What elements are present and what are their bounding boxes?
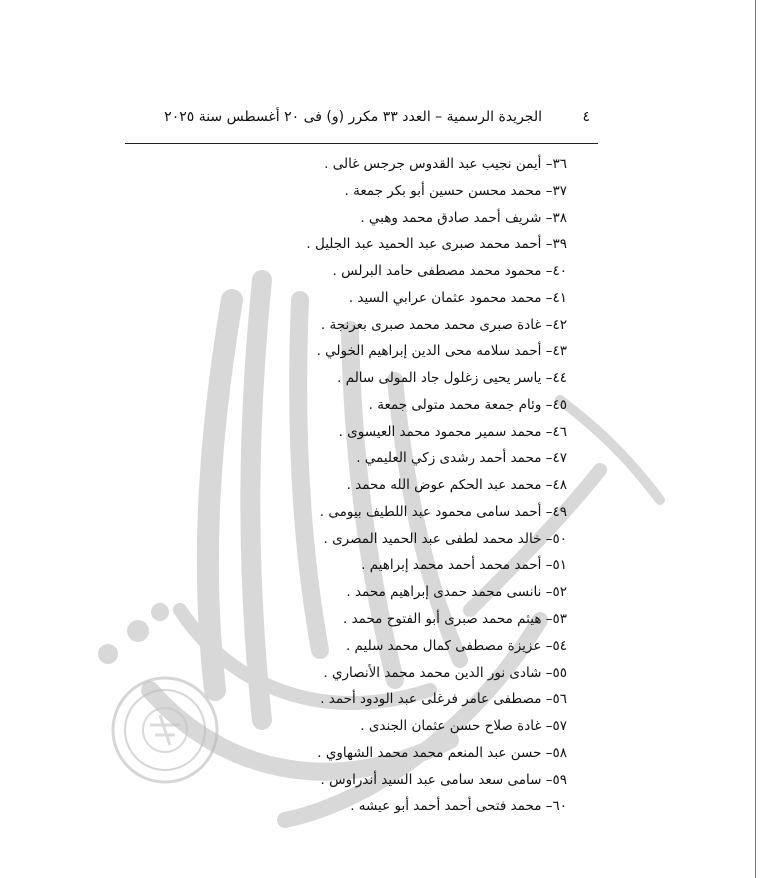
item-name: أحمد سامى محمود عبد اللطيف بيومى . (319, 503, 542, 520)
item-name: أحمد سلامه محى الدين إبراهيم الخولي . (316, 343, 542, 360)
watermark-stroke (560, 400, 660, 500)
item-number: ٤٦– (545, 423, 567, 440)
list-item (207, 258, 567, 285)
list-item (207, 312, 567, 339)
item-number: ٥٦– (545, 691, 567, 708)
list-item (207, 660, 567, 687)
item-name: ياسر يحيى زغلول جاد المولى سالم . (337, 370, 542, 387)
list-item (207, 365, 567, 392)
item-name: شريف أحمد صادق محمد وهبي . (360, 209, 542, 226)
page-number: ٤ (582, 109, 590, 125)
item-name: محمود محمد مصطفى حامد البرلس . (332, 263, 542, 280)
watermark-dot (151, 603, 169, 621)
item-number: ٥١– (545, 557, 567, 574)
item-name: سامى سعد سامى عبد السيد أندراوس . (320, 771, 542, 788)
item-number: ٥٢– (545, 584, 567, 601)
item-number: ٥٣– (545, 611, 567, 628)
page-header (164, 109, 590, 131)
page-edge-line (755, 0, 756, 878)
item-number: ٥٠– (545, 530, 567, 547)
list-item (207, 178, 567, 205)
item-number: ٣٧– (545, 182, 567, 199)
item-number: ٥٤– (545, 637, 567, 654)
item-name: شادى نور الدين محمد محمد الأنصاري . (323, 664, 542, 681)
item-name: حسن عبد المنعم محمد محمد الشهاوي . (317, 744, 542, 761)
list-item (207, 579, 567, 606)
list-item (207, 633, 567, 660)
list-item (207, 472, 567, 499)
list-item (207, 740, 567, 767)
list-item (207, 793, 567, 820)
item-name: أيمن نجيب عبد القدوس جرجس غالى . (324, 156, 542, 172)
list-item (207, 445, 567, 472)
item-name: وئام جمعة محمد متولى جمعة . (368, 396, 542, 413)
item-name: محمد أحمد رشدى زكي العليمي . (356, 450, 542, 467)
item-number: ٣٨– (545, 209, 567, 226)
item-name: مصطفى عامر فرغلى عبد الودود أحمد . (320, 691, 542, 708)
watermark-seal (113, 678, 217, 782)
item-number: ٤٤– (545, 370, 567, 387)
item-name: محمد عبد الحكم عوض الله محمد . (346, 477, 542, 494)
item-number: ٤٧– (545, 450, 567, 467)
item-number: ٦٠– (545, 798, 567, 815)
item-name: محمد فتحى أحمد أحمد أبو عيشه . (350, 798, 542, 815)
watermark-dot (98, 644, 118, 664)
list-item (207, 419, 567, 446)
item-name: محمد محسن حسين أبو بكر جمعة . (344, 182, 542, 199)
item-number: ٤١– (545, 289, 567, 306)
item-number: ٤٥– (545, 396, 567, 413)
item-number: ٤٩– (545, 503, 567, 520)
header-divider (125, 143, 598, 144)
item-number: ٥٥– (545, 664, 567, 681)
item-number: ٥٨– (545, 744, 567, 761)
item-number: ٤٨– (545, 477, 567, 494)
item-name: أحمد محمد صبرى عبد الحميد عبد الجليل . (306, 236, 542, 253)
item-name: خالد محمد لطفى عبد الحميد المصرى . (323, 530, 542, 547)
item-name: غادة صبرى محمد محمد صبرى بعرنجة . (320, 316, 542, 333)
watermark-dot (127, 620, 149, 642)
item-name: عزيزة مصطفى كمال محمد سليم . (345, 637, 542, 654)
item-name: أحمد محمد أحمد محمد إبراهيم . (361, 557, 542, 574)
list-item (207, 526, 567, 553)
list-item (207, 606, 567, 633)
list-item (207, 552, 567, 579)
list-item (207, 392, 567, 419)
list-item (207, 686, 567, 713)
list-item (207, 285, 567, 312)
list-item (207, 338, 567, 365)
item-number: ٣٩– (545, 236, 567, 253)
list-item (207, 205, 567, 232)
item-name: محمد محمود عثمان عرابي السيد . (348, 289, 542, 306)
gazette-title: الجريدة الرسمية – العدد ٣٣ مكرر (و) فى ٢٠ أغسطس سنة ٢٠٢٥ (164, 109, 542, 125)
list-item (207, 499, 567, 526)
item-name: هيثم محمد صبرى أبو الفتوح محمد . (342, 611, 542, 628)
list-item (207, 151, 567, 178)
list-item (207, 231, 567, 258)
item-number: ٣٦– (545, 156, 567, 172)
item-number: ٤٣– (545, 343, 567, 360)
list-item (207, 713, 567, 740)
item-name: غادة صلاح حسن عثمان الجندى . (360, 718, 542, 735)
list-item (207, 767, 567, 794)
item-number: ٤٠– (545, 263, 567, 280)
item-name: محمد سمير محمود محمد العيسوى . (338, 423, 542, 440)
names-list (207, 151, 567, 820)
item-number: ٤٢– (545, 316, 567, 333)
item-number: ٥٩– (545, 771, 567, 788)
item-number: ٥٧– (545, 718, 567, 735)
item-name: نانسى محمد حمدى إبراهيم محمد . (346, 584, 542, 601)
